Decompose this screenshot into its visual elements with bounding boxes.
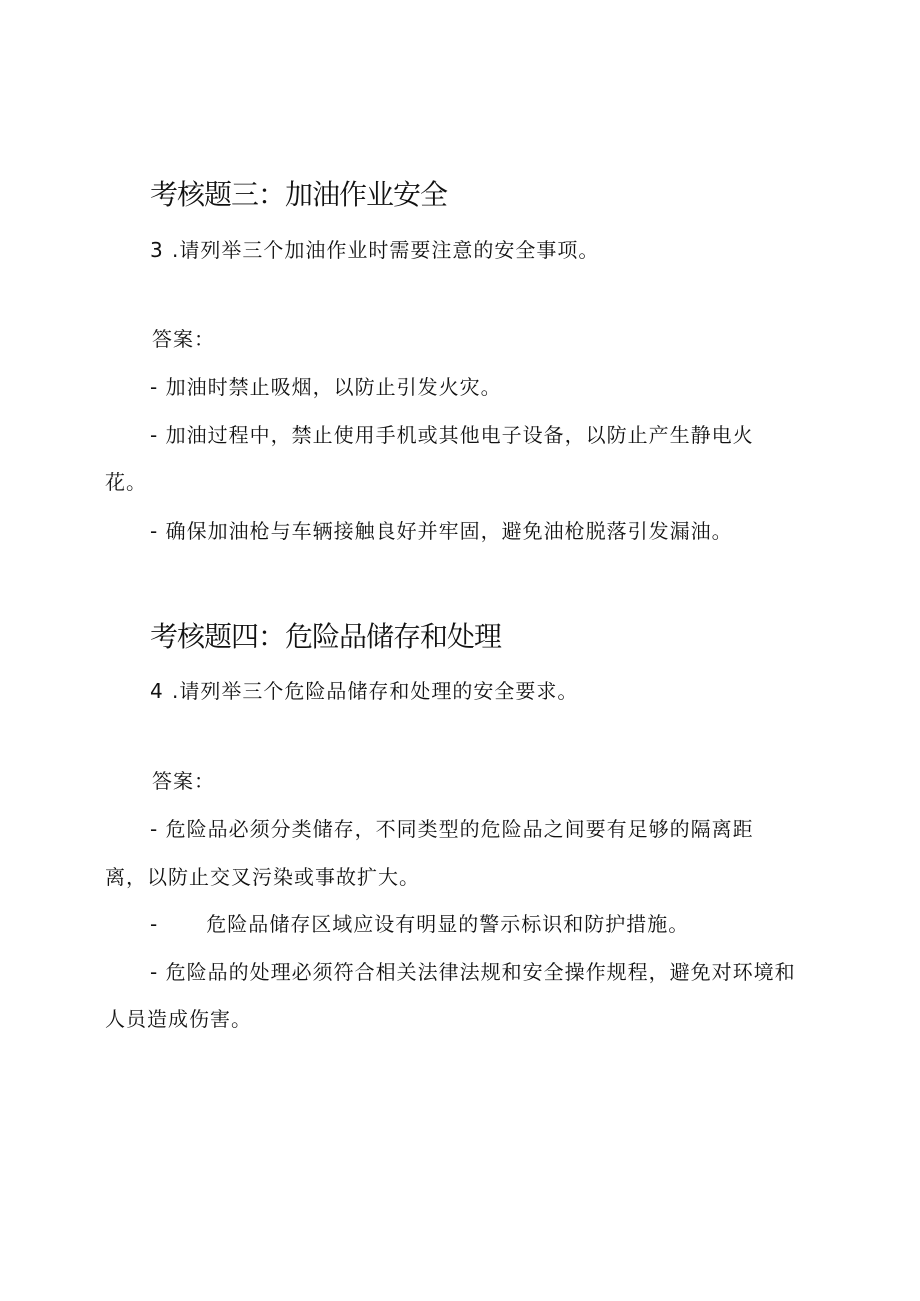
section-4-question (150, 677, 578, 705)
section-4-heading: 考核题四：危险品储存和处理 (150, 620, 502, 653)
answer-dash: - (150, 912, 159, 936)
section-3-answer-2-continued: 花。 (105, 470, 147, 494)
section-3-answer-2: - 加油过程中，禁止使用手机或其他电子设备，以防止产生静电火 (150, 423, 754, 447)
question-number: 3 (150, 238, 164, 262)
section-3-heading: 考核题三：加油作业安全 (150, 178, 448, 211)
section-4-answer-1-continued: 离，以防止交叉污染或事故扩大。 (105, 865, 420, 889)
question-number: 4 (150, 679, 164, 703)
section-3-answer-3: - 确保加油枪与车辆接触良好并牢固，避免油枪脱落引发漏油。 (150, 519, 733, 543)
section-3-question (150, 236, 599, 264)
question-text: .请列举三个加油作业时需要注意的安全事项。 (172, 238, 600, 262)
section-4-answer-label: 答案： (152, 769, 215, 793)
section-4-answer-1: - 危险品必须分类储存，不同类型的危险品之间要有足够的隔离距 (150, 817, 754, 841)
question-text: .请列举三个危险品储存和处理的安全要求。 (172, 679, 579, 703)
section-3-answer-1: - 加油时禁止吸烟，以防止引发火灾。 (150, 375, 502, 399)
section-3-answer-label: 答案： (152, 327, 215, 351)
answer-text: 危险品储存区域应设有明显的警示标识和防护措施。 (206, 912, 690, 936)
section-4-answer-2 (150, 910, 689, 938)
section-4-answer-3-continued: 人员造成伤害。 (105, 1007, 252, 1031)
section-4-answer-3: - 危险品的处理必须符合相关法律法规和安全操作规程，避免对环境和 (150, 960, 796, 984)
